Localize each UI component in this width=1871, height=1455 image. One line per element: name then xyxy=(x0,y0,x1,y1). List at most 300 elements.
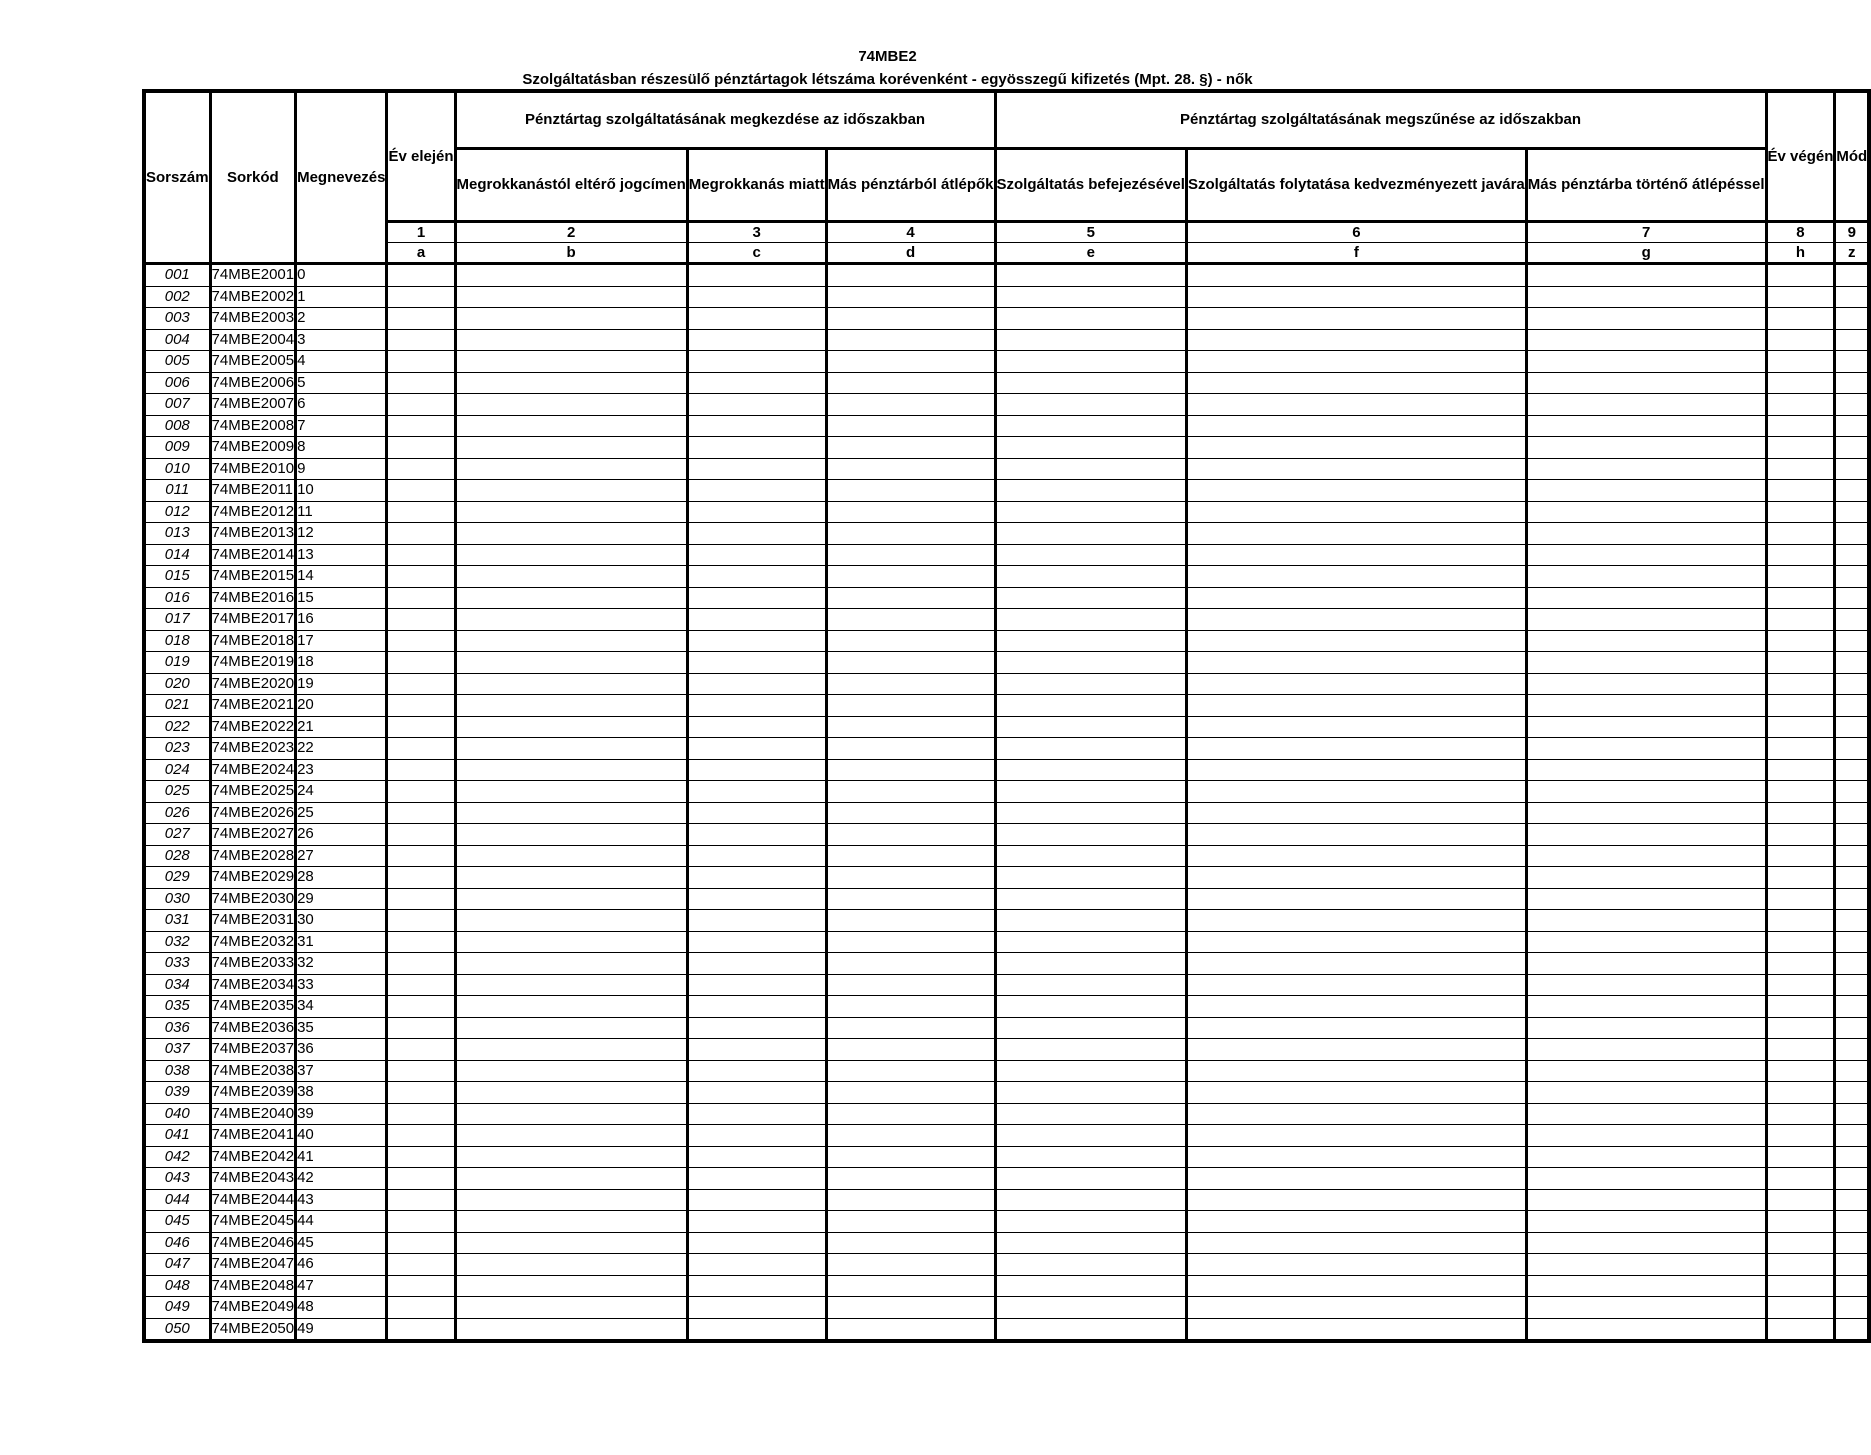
cell-ev-vegen[interactable] xyxy=(1766,867,1835,889)
cell-ev-vegen[interactable] xyxy=(1766,437,1835,459)
cell-ev-vegen[interactable] xyxy=(1766,1039,1835,1061)
cell-ev-vegen[interactable] xyxy=(1766,329,1835,351)
cell-col6[interactable] xyxy=(1186,716,1526,738)
cell-ev-elejen[interactable] xyxy=(387,845,455,867)
cell-col6[interactable] xyxy=(1186,802,1526,824)
cell-col6[interactable] xyxy=(1186,1318,1526,1341)
cell-col5[interactable] xyxy=(995,953,1186,975)
cell-col6[interactable] xyxy=(1186,1297,1526,1319)
cell-col7[interactable] xyxy=(1526,587,1766,609)
cell-col3[interactable] xyxy=(687,1211,826,1233)
cell-ev-elejen[interactable] xyxy=(387,1103,455,1125)
cell-ev-elejen[interactable] xyxy=(387,1211,455,1233)
cell-col6[interactable] xyxy=(1186,652,1526,674)
cell-ev-elejen[interactable] xyxy=(387,501,455,523)
cell-col3[interactable] xyxy=(687,1318,826,1341)
cell-col7[interactable] xyxy=(1526,781,1766,803)
cell-ev-vegen[interactable] xyxy=(1766,415,1835,437)
cell-col7[interactable] xyxy=(1526,394,1766,416)
cell-col6[interactable] xyxy=(1186,910,1526,932)
cell-col5[interactable] xyxy=(995,1103,1186,1125)
cell-ev-elejen[interactable] xyxy=(387,415,455,437)
cell-col3[interactable] xyxy=(687,888,826,910)
cell-col3[interactable] xyxy=(687,394,826,416)
cell-col6[interactable] xyxy=(1186,308,1526,330)
cell-col2[interactable] xyxy=(455,1168,687,1190)
cell-col2[interactable] xyxy=(455,652,687,674)
cell-ev-elejen[interactable] xyxy=(387,351,455,373)
cell-col4[interactable] xyxy=(826,716,995,738)
cell-col4[interactable] xyxy=(826,544,995,566)
cell-col4[interactable] xyxy=(826,415,995,437)
cell-ev-elejen[interactable] xyxy=(387,716,455,738)
cell-col3[interactable] xyxy=(687,523,826,545)
cell-col7[interactable] xyxy=(1526,308,1766,330)
cell-col2[interactable] xyxy=(455,1125,687,1147)
cell-ev-elejen[interactable] xyxy=(387,931,455,953)
cell-col4[interactable] xyxy=(826,1146,995,1168)
cell-col6[interactable] xyxy=(1186,974,1526,996)
cell-col4[interactable] xyxy=(826,1254,995,1276)
cell-col3[interactable] xyxy=(687,566,826,588)
cell-ev-vegen[interactable] xyxy=(1766,652,1835,674)
cell-mod[interactable] xyxy=(1835,1189,1869,1211)
cell-ev-vegen[interactable] xyxy=(1766,566,1835,588)
cell-col6[interactable] xyxy=(1186,1082,1526,1104)
cell-col2[interactable] xyxy=(455,1318,687,1341)
cell-col6[interactable] xyxy=(1186,931,1526,953)
cell-col6[interactable] xyxy=(1186,329,1526,351)
cell-ev-elejen[interactable] xyxy=(387,544,455,566)
cell-col7[interactable] xyxy=(1526,480,1766,502)
cell-col6[interactable] xyxy=(1186,415,1526,437)
cell-mod[interactable] xyxy=(1835,781,1869,803)
cell-ev-elejen[interactable] xyxy=(387,1232,455,1254)
cell-col6[interactable] xyxy=(1186,501,1526,523)
cell-col3[interactable] xyxy=(687,501,826,523)
cell-ev-vegen[interactable] xyxy=(1766,802,1835,824)
cell-col5[interactable] xyxy=(995,458,1186,480)
cell-mod[interactable] xyxy=(1835,824,1869,846)
cell-col4[interactable] xyxy=(826,437,995,459)
cell-ev-elejen[interactable] xyxy=(387,1125,455,1147)
cell-col7[interactable] xyxy=(1526,910,1766,932)
cell-col4[interactable] xyxy=(826,695,995,717)
cell-ev-elejen[interactable] xyxy=(387,781,455,803)
cell-col6[interactable] xyxy=(1186,480,1526,502)
cell-col5[interactable] xyxy=(995,286,1186,308)
cell-col5[interactable] xyxy=(995,1211,1186,1233)
cell-col7[interactable] xyxy=(1526,1275,1766,1297)
cell-mod[interactable] xyxy=(1835,1103,1869,1125)
cell-col4[interactable] xyxy=(826,501,995,523)
cell-col5[interactable] xyxy=(995,566,1186,588)
cell-mod[interactable] xyxy=(1835,974,1869,996)
cell-col5[interactable] xyxy=(995,673,1186,695)
cell-mod[interactable] xyxy=(1835,1254,1869,1276)
cell-ev-elejen[interactable] xyxy=(387,609,455,631)
cell-ev-vegen[interactable] xyxy=(1766,1103,1835,1125)
cell-col2[interactable] xyxy=(455,609,687,631)
cell-ev-vegen[interactable] xyxy=(1766,931,1835,953)
cell-mod[interactable] xyxy=(1835,1211,1869,1233)
cell-col7[interactable] xyxy=(1526,501,1766,523)
cell-col2[interactable] xyxy=(455,566,687,588)
cell-col4[interactable] xyxy=(826,910,995,932)
cell-col5[interactable] xyxy=(995,523,1186,545)
cell-ev-vegen[interactable] xyxy=(1766,630,1835,652)
cell-col2[interactable] xyxy=(455,931,687,953)
cell-ev-elejen[interactable] xyxy=(387,1297,455,1319)
cell-col5[interactable] xyxy=(995,351,1186,373)
cell-col4[interactable] xyxy=(826,523,995,545)
cell-col6[interactable] xyxy=(1186,1168,1526,1190)
cell-mod[interactable] xyxy=(1835,308,1869,330)
cell-col2[interactable] xyxy=(455,1146,687,1168)
cell-col5[interactable] xyxy=(995,1017,1186,1039)
cell-col2[interactable] xyxy=(455,1189,687,1211)
cell-col4[interactable] xyxy=(826,652,995,674)
cell-col3[interactable] xyxy=(687,1297,826,1319)
cell-col5[interactable] xyxy=(995,1060,1186,1082)
cell-col4[interactable] xyxy=(826,845,995,867)
cell-mod[interactable] xyxy=(1835,609,1869,631)
cell-col5[interactable] xyxy=(995,652,1186,674)
cell-mod[interactable] xyxy=(1835,587,1869,609)
cell-col7[interactable] xyxy=(1526,458,1766,480)
cell-col6[interactable] xyxy=(1186,630,1526,652)
cell-ev-elejen[interactable] xyxy=(387,329,455,351)
cell-col5[interactable] xyxy=(995,308,1186,330)
cell-col7[interactable] xyxy=(1526,673,1766,695)
cell-col3[interactable] xyxy=(687,437,826,459)
cell-mod[interactable] xyxy=(1835,480,1869,502)
cell-col7[interactable] xyxy=(1526,1060,1766,1082)
cell-col7[interactable] xyxy=(1526,329,1766,351)
cell-col4[interactable] xyxy=(826,1211,995,1233)
cell-col7[interactable] xyxy=(1526,1082,1766,1104)
cell-col5[interactable] xyxy=(995,415,1186,437)
cell-col7[interactable] xyxy=(1526,1017,1766,1039)
cell-col7[interactable] xyxy=(1526,953,1766,975)
cell-col5[interactable] xyxy=(995,480,1186,502)
cell-col4[interactable] xyxy=(826,974,995,996)
cell-col4[interactable] xyxy=(826,1125,995,1147)
cell-col6[interactable] xyxy=(1186,566,1526,588)
cell-col2[interactable] xyxy=(455,953,687,975)
cell-col5[interactable] xyxy=(995,802,1186,824)
cell-col2[interactable] xyxy=(455,437,687,459)
cell-ev-vegen[interactable] xyxy=(1766,1318,1835,1341)
cell-ev-elejen[interactable] xyxy=(387,523,455,545)
cell-mod[interactable] xyxy=(1835,1168,1869,1190)
cell-ev-elejen[interactable] xyxy=(387,695,455,717)
cell-col2[interactable] xyxy=(455,1103,687,1125)
cell-ev-elejen[interactable] xyxy=(387,1082,455,1104)
cell-col7[interactable] xyxy=(1526,1232,1766,1254)
cell-col7[interactable] xyxy=(1526,1189,1766,1211)
cell-col4[interactable] xyxy=(826,329,995,351)
cell-col2[interactable] xyxy=(455,372,687,394)
cell-col6[interactable] xyxy=(1186,824,1526,846)
cell-col5[interactable] xyxy=(995,1168,1186,1190)
cell-col7[interactable] xyxy=(1526,1297,1766,1319)
cell-col3[interactable] xyxy=(687,1254,826,1276)
cell-mod[interactable] xyxy=(1835,652,1869,674)
cell-col4[interactable] xyxy=(826,1103,995,1125)
cell-ev-vegen[interactable] xyxy=(1766,1211,1835,1233)
cell-col5[interactable] xyxy=(995,931,1186,953)
cell-col7[interactable] xyxy=(1526,264,1766,287)
cell-col5[interactable] xyxy=(995,437,1186,459)
cell-mod[interactable] xyxy=(1835,394,1869,416)
cell-col2[interactable] xyxy=(455,974,687,996)
cell-mod[interactable] xyxy=(1835,695,1869,717)
cell-col2[interactable] xyxy=(455,802,687,824)
cell-mod[interactable] xyxy=(1835,802,1869,824)
cell-col3[interactable] xyxy=(687,996,826,1018)
cell-col2[interactable] xyxy=(455,458,687,480)
cell-col2[interactable] xyxy=(455,264,687,287)
cell-col3[interactable] xyxy=(687,1103,826,1125)
cell-col6[interactable] xyxy=(1186,286,1526,308)
cell-col4[interactable] xyxy=(826,286,995,308)
cell-col6[interactable] xyxy=(1186,1060,1526,1082)
cell-col7[interactable] xyxy=(1526,1168,1766,1190)
cell-mod[interactable] xyxy=(1835,1318,1869,1341)
cell-ev-vegen[interactable] xyxy=(1766,458,1835,480)
cell-ev-elejen[interactable] xyxy=(387,372,455,394)
cell-col5[interactable] xyxy=(995,996,1186,1018)
cell-col5[interactable] xyxy=(995,974,1186,996)
cell-mod[interactable] xyxy=(1835,673,1869,695)
cell-col6[interactable] xyxy=(1186,867,1526,889)
cell-col5[interactable] xyxy=(995,845,1186,867)
cell-col3[interactable] xyxy=(687,630,826,652)
cell-col3[interactable] xyxy=(687,1125,826,1147)
cell-col7[interactable] xyxy=(1526,630,1766,652)
cell-col3[interactable] xyxy=(687,931,826,953)
cell-mod[interactable] xyxy=(1835,845,1869,867)
cell-col7[interactable] xyxy=(1526,372,1766,394)
cell-col6[interactable] xyxy=(1186,1017,1526,1039)
cell-ev-vegen[interactable] xyxy=(1766,1082,1835,1104)
cell-ev-elejen[interactable] xyxy=(387,286,455,308)
cell-col2[interactable] xyxy=(455,716,687,738)
cell-col5[interactable] xyxy=(995,501,1186,523)
cell-ev-vegen[interactable] xyxy=(1766,587,1835,609)
cell-ev-vegen[interactable] xyxy=(1766,1232,1835,1254)
cell-col5[interactable] xyxy=(995,630,1186,652)
cell-ev-vegen[interactable] xyxy=(1766,888,1835,910)
cell-col6[interactable] xyxy=(1186,1232,1526,1254)
cell-col3[interactable] xyxy=(687,609,826,631)
cell-col6[interactable] xyxy=(1186,523,1526,545)
cell-col3[interactable] xyxy=(687,351,826,373)
cell-col5[interactable] xyxy=(995,781,1186,803)
cell-col2[interactable] xyxy=(455,1297,687,1319)
cell-col3[interactable] xyxy=(687,587,826,609)
cell-ev-vegen[interactable] xyxy=(1766,695,1835,717)
cell-col3[interactable] xyxy=(687,1082,826,1104)
cell-col4[interactable] xyxy=(826,738,995,760)
cell-col5[interactable] xyxy=(995,609,1186,631)
cell-col4[interactable] xyxy=(826,1039,995,1061)
cell-ev-elejen[interactable] xyxy=(387,394,455,416)
cell-col5[interactable] xyxy=(995,824,1186,846)
cell-col4[interactable] xyxy=(826,394,995,416)
cell-col4[interactable] xyxy=(826,1318,995,1341)
cell-ev-vegen[interactable] xyxy=(1766,1297,1835,1319)
cell-col5[interactable] xyxy=(995,1189,1186,1211)
cell-col2[interactable] xyxy=(455,587,687,609)
cell-col4[interactable] xyxy=(826,1017,995,1039)
cell-col7[interactable] xyxy=(1526,695,1766,717)
cell-col3[interactable] xyxy=(687,759,826,781)
cell-col4[interactable] xyxy=(826,1082,995,1104)
cell-col2[interactable] xyxy=(455,695,687,717)
cell-col7[interactable] xyxy=(1526,437,1766,459)
cell-col7[interactable] xyxy=(1526,996,1766,1018)
cell-col4[interactable] xyxy=(826,566,995,588)
cell-ev-elejen[interactable] xyxy=(387,673,455,695)
cell-col5[interactable] xyxy=(995,1146,1186,1168)
cell-ev-elejen[interactable] xyxy=(387,974,455,996)
cell-col7[interactable] xyxy=(1526,845,1766,867)
cell-col4[interactable] xyxy=(826,888,995,910)
cell-col6[interactable] xyxy=(1186,953,1526,975)
cell-mod[interactable] xyxy=(1835,372,1869,394)
cell-col6[interactable] xyxy=(1186,372,1526,394)
cell-col5[interactable] xyxy=(995,1275,1186,1297)
cell-mod[interactable] xyxy=(1835,716,1869,738)
cell-mod[interactable] xyxy=(1835,867,1869,889)
cell-col6[interactable] xyxy=(1186,1189,1526,1211)
cell-mod[interactable] xyxy=(1835,996,1869,1018)
cell-col6[interactable] xyxy=(1186,394,1526,416)
cell-mod[interactable] xyxy=(1835,437,1869,459)
cell-ev-elejen[interactable] xyxy=(387,1275,455,1297)
cell-mod[interactable] xyxy=(1835,1060,1869,1082)
cell-col4[interactable] xyxy=(826,630,995,652)
cell-col6[interactable] xyxy=(1186,673,1526,695)
cell-ev-elejen[interactable] xyxy=(387,738,455,760)
cell-col3[interactable] xyxy=(687,1017,826,1039)
cell-col6[interactable] xyxy=(1186,1125,1526,1147)
cell-col3[interactable] xyxy=(687,867,826,889)
cell-col2[interactable] xyxy=(455,394,687,416)
cell-ev-elejen[interactable] xyxy=(387,1168,455,1190)
cell-col7[interactable] xyxy=(1526,1318,1766,1341)
cell-col7[interactable] xyxy=(1526,652,1766,674)
cell-col3[interactable] xyxy=(687,802,826,824)
cell-col2[interactable] xyxy=(455,351,687,373)
cell-col5[interactable] xyxy=(995,1039,1186,1061)
cell-col3[interactable] xyxy=(687,264,826,287)
cell-col5[interactable] xyxy=(995,910,1186,932)
cell-col6[interactable] xyxy=(1186,888,1526,910)
cell-col6[interactable] xyxy=(1186,845,1526,867)
cell-col2[interactable] xyxy=(455,888,687,910)
cell-col6[interactable] xyxy=(1186,351,1526,373)
cell-col3[interactable] xyxy=(687,781,826,803)
cell-ev-elejen[interactable] xyxy=(387,587,455,609)
cell-col3[interactable] xyxy=(687,1189,826,1211)
cell-col2[interactable] xyxy=(455,630,687,652)
cell-ev-elejen[interactable] xyxy=(387,458,455,480)
cell-ev-vegen[interactable] xyxy=(1766,974,1835,996)
cell-col7[interactable] xyxy=(1526,888,1766,910)
cell-col2[interactable] xyxy=(455,867,687,889)
cell-col5[interactable] xyxy=(995,888,1186,910)
cell-mod[interactable] xyxy=(1835,501,1869,523)
cell-col3[interactable] xyxy=(687,286,826,308)
cell-col4[interactable] xyxy=(826,1168,995,1190)
cell-col2[interactable] xyxy=(455,480,687,502)
cell-mod[interactable] xyxy=(1835,523,1869,545)
cell-col7[interactable] xyxy=(1526,802,1766,824)
cell-ev-elejen[interactable] xyxy=(387,437,455,459)
cell-col2[interactable] xyxy=(455,824,687,846)
cell-mod[interactable] xyxy=(1835,1297,1869,1319)
cell-col6[interactable] xyxy=(1186,1039,1526,1061)
cell-col2[interactable] xyxy=(455,996,687,1018)
cell-ev-elejen[interactable] xyxy=(387,888,455,910)
cell-ev-vegen[interactable] xyxy=(1766,824,1835,846)
cell-ev-vegen[interactable] xyxy=(1766,523,1835,545)
cell-col3[interactable] xyxy=(687,329,826,351)
cell-col5[interactable] xyxy=(995,1297,1186,1319)
cell-col7[interactable] xyxy=(1526,609,1766,631)
cell-ev-elejen[interactable] xyxy=(387,480,455,502)
cell-col5[interactable] xyxy=(995,1232,1186,1254)
cell-ev-vegen[interactable] xyxy=(1766,1168,1835,1190)
cell-ev-elejen[interactable] xyxy=(387,1060,455,1082)
cell-mod[interactable] xyxy=(1835,264,1869,287)
cell-col2[interactable] xyxy=(455,738,687,760)
cell-col2[interactable] xyxy=(455,781,687,803)
cell-col4[interactable] xyxy=(826,802,995,824)
cell-col6[interactable] xyxy=(1186,437,1526,459)
cell-mod[interactable] xyxy=(1835,953,1869,975)
cell-col2[interactable] xyxy=(455,1211,687,1233)
cell-col4[interactable] xyxy=(826,953,995,975)
cell-col2[interactable] xyxy=(455,1232,687,1254)
cell-col6[interactable] xyxy=(1186,738,1526,760)
cell-mod[interactable] xyxy=(1835,286,1869,308)
cell-mod[interactable] xyxy=(1835,738,1869,760)
cell-col7[interactable] xyxy=(1526,931,1766,953)
cell-ev-vegen[interactable] xyxy=(1766,308,1835,330)
cell-col2[interactable] xyxy=(455,910,687,932)
cell-ev-vegen[interactable] xyxy=(1766,738,1835,760)
cell-col6[interactable] xyxy=(1186,1146,1526,1168)
cell-ev-elejen[interactable] xyxy=(387,1318,455,1341)
cell-ev-vegen[interactable] xyxy=(1766,1146,1835,1168)
cell-col7[interactable] xyxy=(1526,544,1766,566)
cell-ev-elejen[interactable] xyxy=(387,802,455,824)
cell-col4[interactable] xyxy=(826,824,995,846)
cell-ev-vegen[interactable] xyxy=(1766,1125,1835,1147)
cell-col4[interactable] xyxy=(826,372,995,394)
cell-col3[interactable] xyxy=(687,695,826,717)
cell-ev-vegen[interactable] xyxy=(1766,501,1835,523)
cell-col5[interactable] xyxy=(995,1082,1186,1104)
cell-col4[interactable] xyxy=(826,1297,995,1319)
cell-col3[interactable] xyxy=(687,415,826,437)
cell-ev-vegen[interactable] xyxy=(1766,1017,1835,1039)
cell-col4[interactable] xyxy=(826,587,995,609)
